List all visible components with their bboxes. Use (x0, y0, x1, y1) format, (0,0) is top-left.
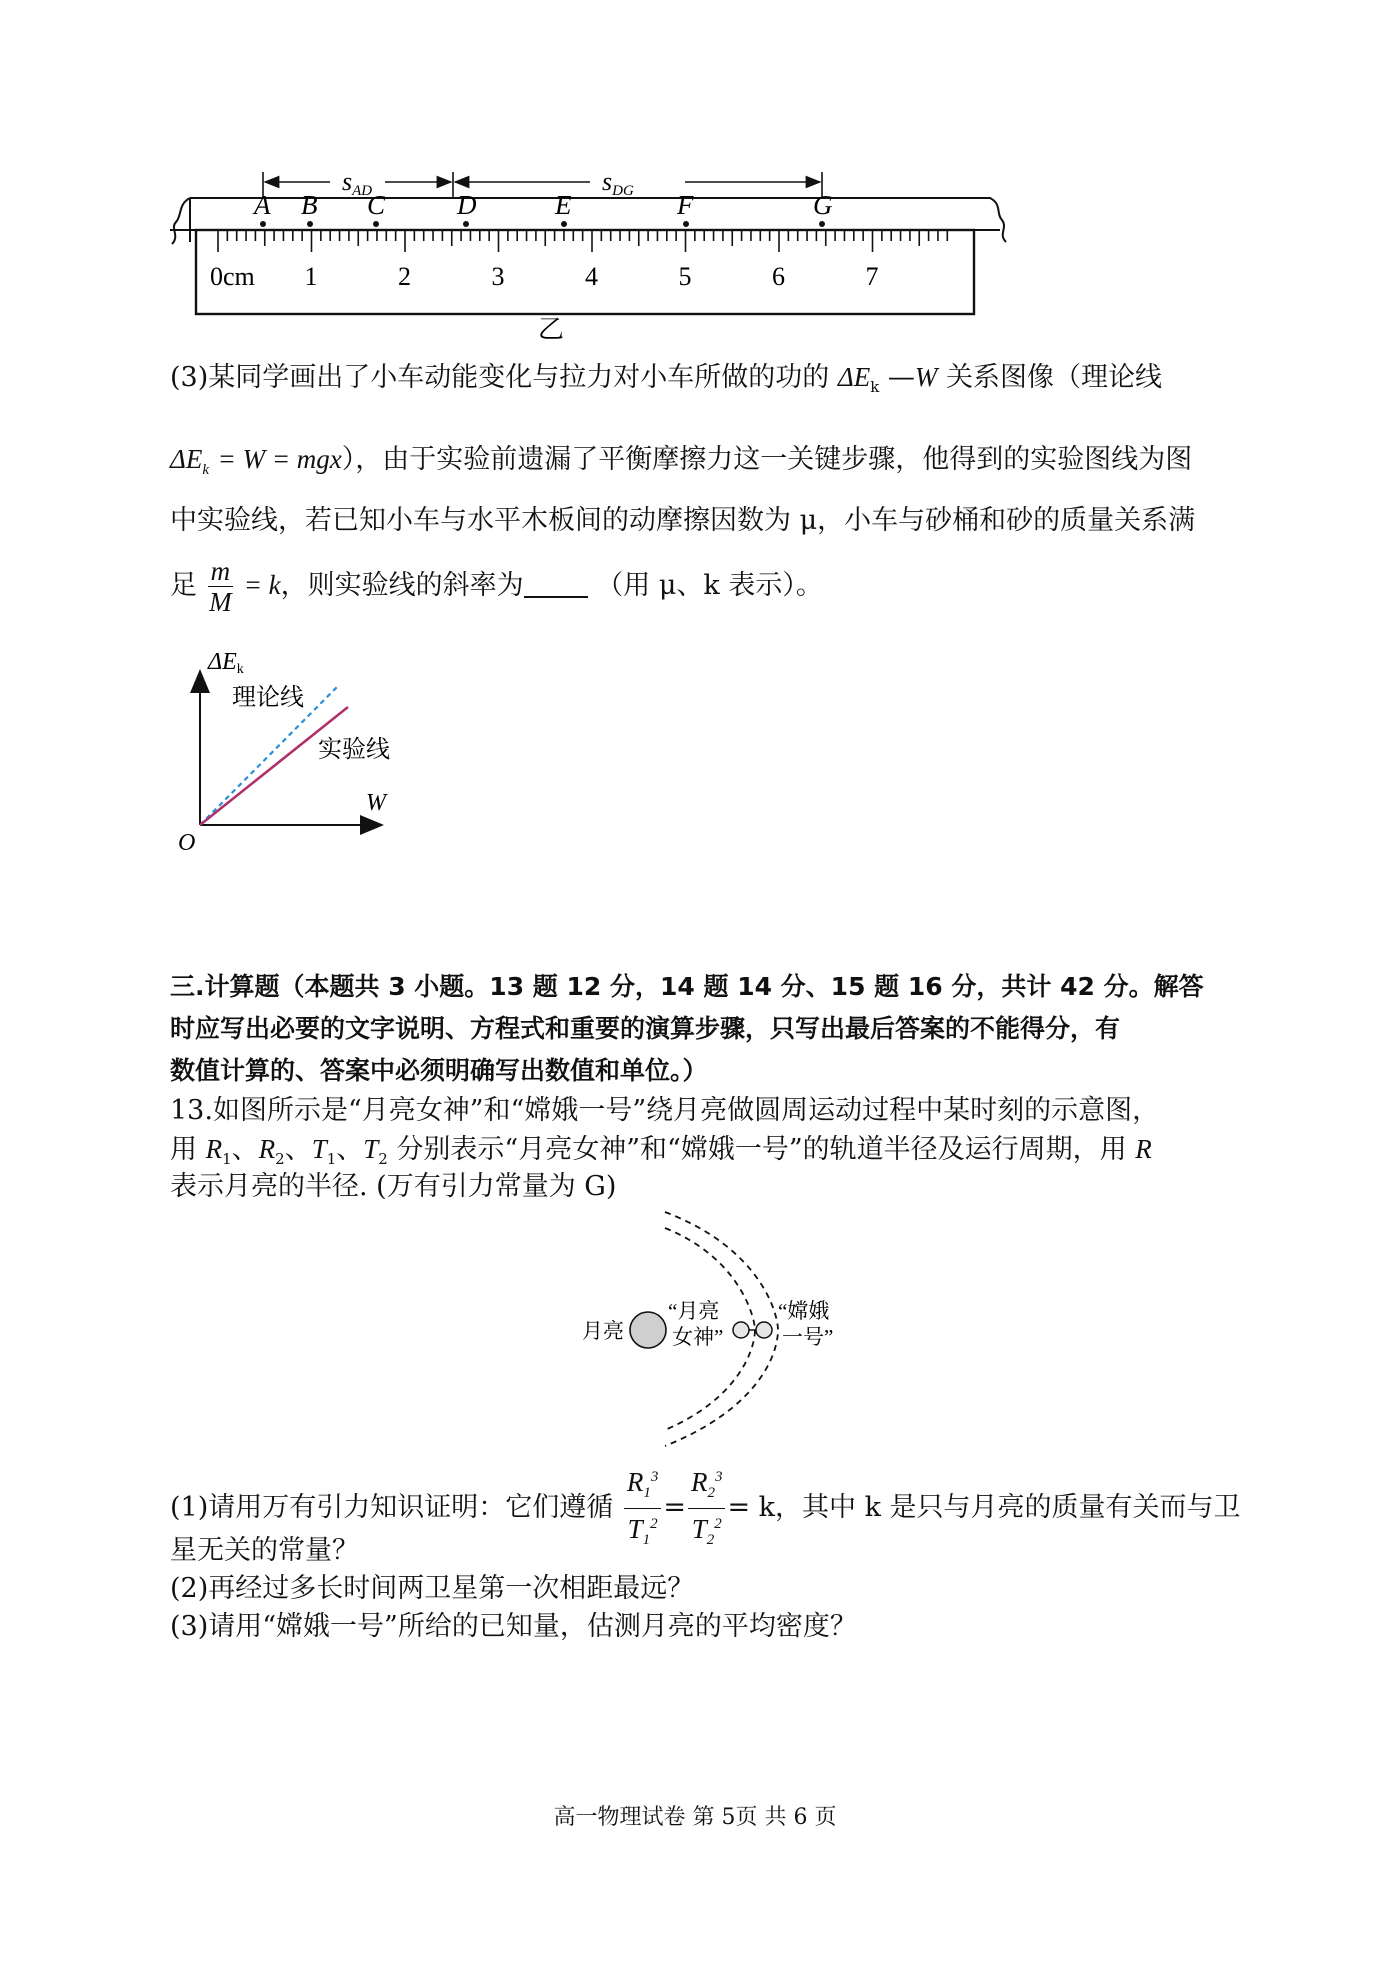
q3-line4: 足 $\frac{m}{M}$ = k，则实验线的斜率为 （用 μ、k 表示）。 (170, 556, 823, 617)
tape-point-label: G (813, 190, 833, 220)
q13-sub2: (2)再经过多长时间两卫星第一次相距最远？ (170, 1573, 695, 1604)
section3-heading-line3: 数值计算的、答案中必须明确写出数值和单位。） (170, 1056, 708, 1085)
section3-heading-line1: 三.计算题（本题共 3 小题。13 题 12 分，14 题 14 分、15 题 16 分，共计 42 分。解答 (170, 972, 1204, 1001)
page-footer: 高一物理试卷 第 5页 共 6 页 (553, 1805, 837, 1830)
q13-line3: 表示月亮的半径. (万有引力常量为 G) (170, 1171, 617, 1202)
paper-tape-outline (172, 198, 1006, 244)
experiment-line-label: 实验线 (318, 737, 390, 763)
x-axis-label: W (366, 790, 386, 816)
satellite-2 (756, 1322, 772, 1338)
moon-label: 月亮 (582, 1319, 624, 1343)
tape-point-label: B (301, 190, 318, 220)
tape-point-label: C (367, 190, 386, 220)
sat1-label-line2: 女神” (672, 1325, 724, 1349)
sat2-label-line2: 一号” (782, 1325, 834, 1349)
moon (630, 1312, 666, 1348)
sat1-label-line1: “月亮 (668, 1299, 720, 1323)
satellite-1 (733, 1322, 749, 1338)
q3-line1: (3)某同学画出了小车动能变化与拉力对小车所做的功的 $\Delta E_k$ —W 关系图像（理论线 (170, 362, 1162, 396)
tape-point-dot (260, 221, 266, 227)
tape-point-dot (463, 221, 469, 227)
ruler-tick-label: 5 (678, 262, 692, 291)
orbit-diagram (570, 1208, 870, 1453)
q3-line2: $\Delta E_k = W = mgx$），由于实验前遗漏了平衡摩擦力这一关键步骤，他得到的实验图线为图 (170, 444, 1193, 478)
span-dg-label: sDG (602, 167, 634, 199)
section3-heading-line2: 时应写出必要的文字说明、方程式和重要的演算步骤，只写出最后答案的不能得分，有 (170, 1014, 1121, 1043)
ruler-tick-label: 7 (865, 262, 879, 291)
tape-point-label: E (555, 190, 572, 220)
q3-line3: 中实验线，若已知小车与水平木板间的动摩擦因数为 μ，小车与砂桶和砂的质量关系满 (170, 505, 1196, 536)
q13-sub3: (3)请用“嫦娥一号”所给的已知量，估测月亮的平均密度？ (170, 1611, 857, 1642)
ruler-figure (160, 160, 1020, 345)
sat2-label-line1: “嫦娥 (778, 1299, 830, 1323)
tape-point-label: D (457, 190, 477, 220)
ruler-tick-label: 4 (585, 262, 598, 291)
span-ad-label: sAD (342, 167, 373, 199)
tape-point-dot (683, 221, 689, 227)
experiment-line (200, 707, 348, 825)
tape-point-dot (561, 221, 567, 227)
ruler-tick-label: 2 (398, 262, 411, 291)
tape-point-dot (819, 221, 825, 227)
tape-point-label: F (677, 190, 694, 220)
mass-ratio-fraction: $\frac{m}{M}$ (209, 556, 232, 617)
ruler-tick-label: 6 (772, 262, 785, 291)
tape-point-dot (373, 221, 379, 227)
ruler-tick-label: 3 (491, 262, 505, 291)
figure-caption: 乙 (538, 315, 565, 344)
tape-points (252, 190, 833, 227)
tape-point-label: A (254, 190, 271, 220)
theory-line-label: 理论线 (232, 685, 304, 711)
q13-line2: 用 $R_1$、$R_2$、$T_1$、$T_2$ 分别表示“月亮女神”和“嫦娥一号”的轨道半径及运行周期，用 R (170, 1134, 1152, 1168)
origin-label: O (178, 830, 196, 856)
q13-sub1: (1)请用万有引力知识证明：它们遵循 $\frac{R_1^3}{T_1^2}$ = $\frac{R_2^3}{T_2^2}$ = k，其中 k 是只与月亮的质量有关而与卫 (170, 1462, 1241, 1555)
kepler-fraction-2: $\frac{R_2^3}{T_2^2}$ (688, 1462, 726, 1555)
q13-line1: 13.如图所示是“月亮女神”和“嫦娥一号”绕月亮做圆周运动过程中某时刻的示意图， (170, 1095, 1160, 1126)
ruler-unit-label: 0cm (210, 262, 255, 291)
tape-point-dot (307, 221, 313, 227)
answer-blank (524, 568, 588, 598)
ruler-ticks (218, 230, 947, 252)
ruler-tick-label: 1 (304, 262, 318, 291)
y-axis-label: ΔEk (208, 649, 244, 677)
kepler-fraction-1: $\frac{R_1^3}{T_1^2}$ (624, 1462, 662, 1555)
energy-work-graph (170, 645, 420, 860)
ruler-tick-labels (305, 262, 879, 291)
q13-sub1-line2: 星无关的常量？ (170, 1535, 359, 1566)
